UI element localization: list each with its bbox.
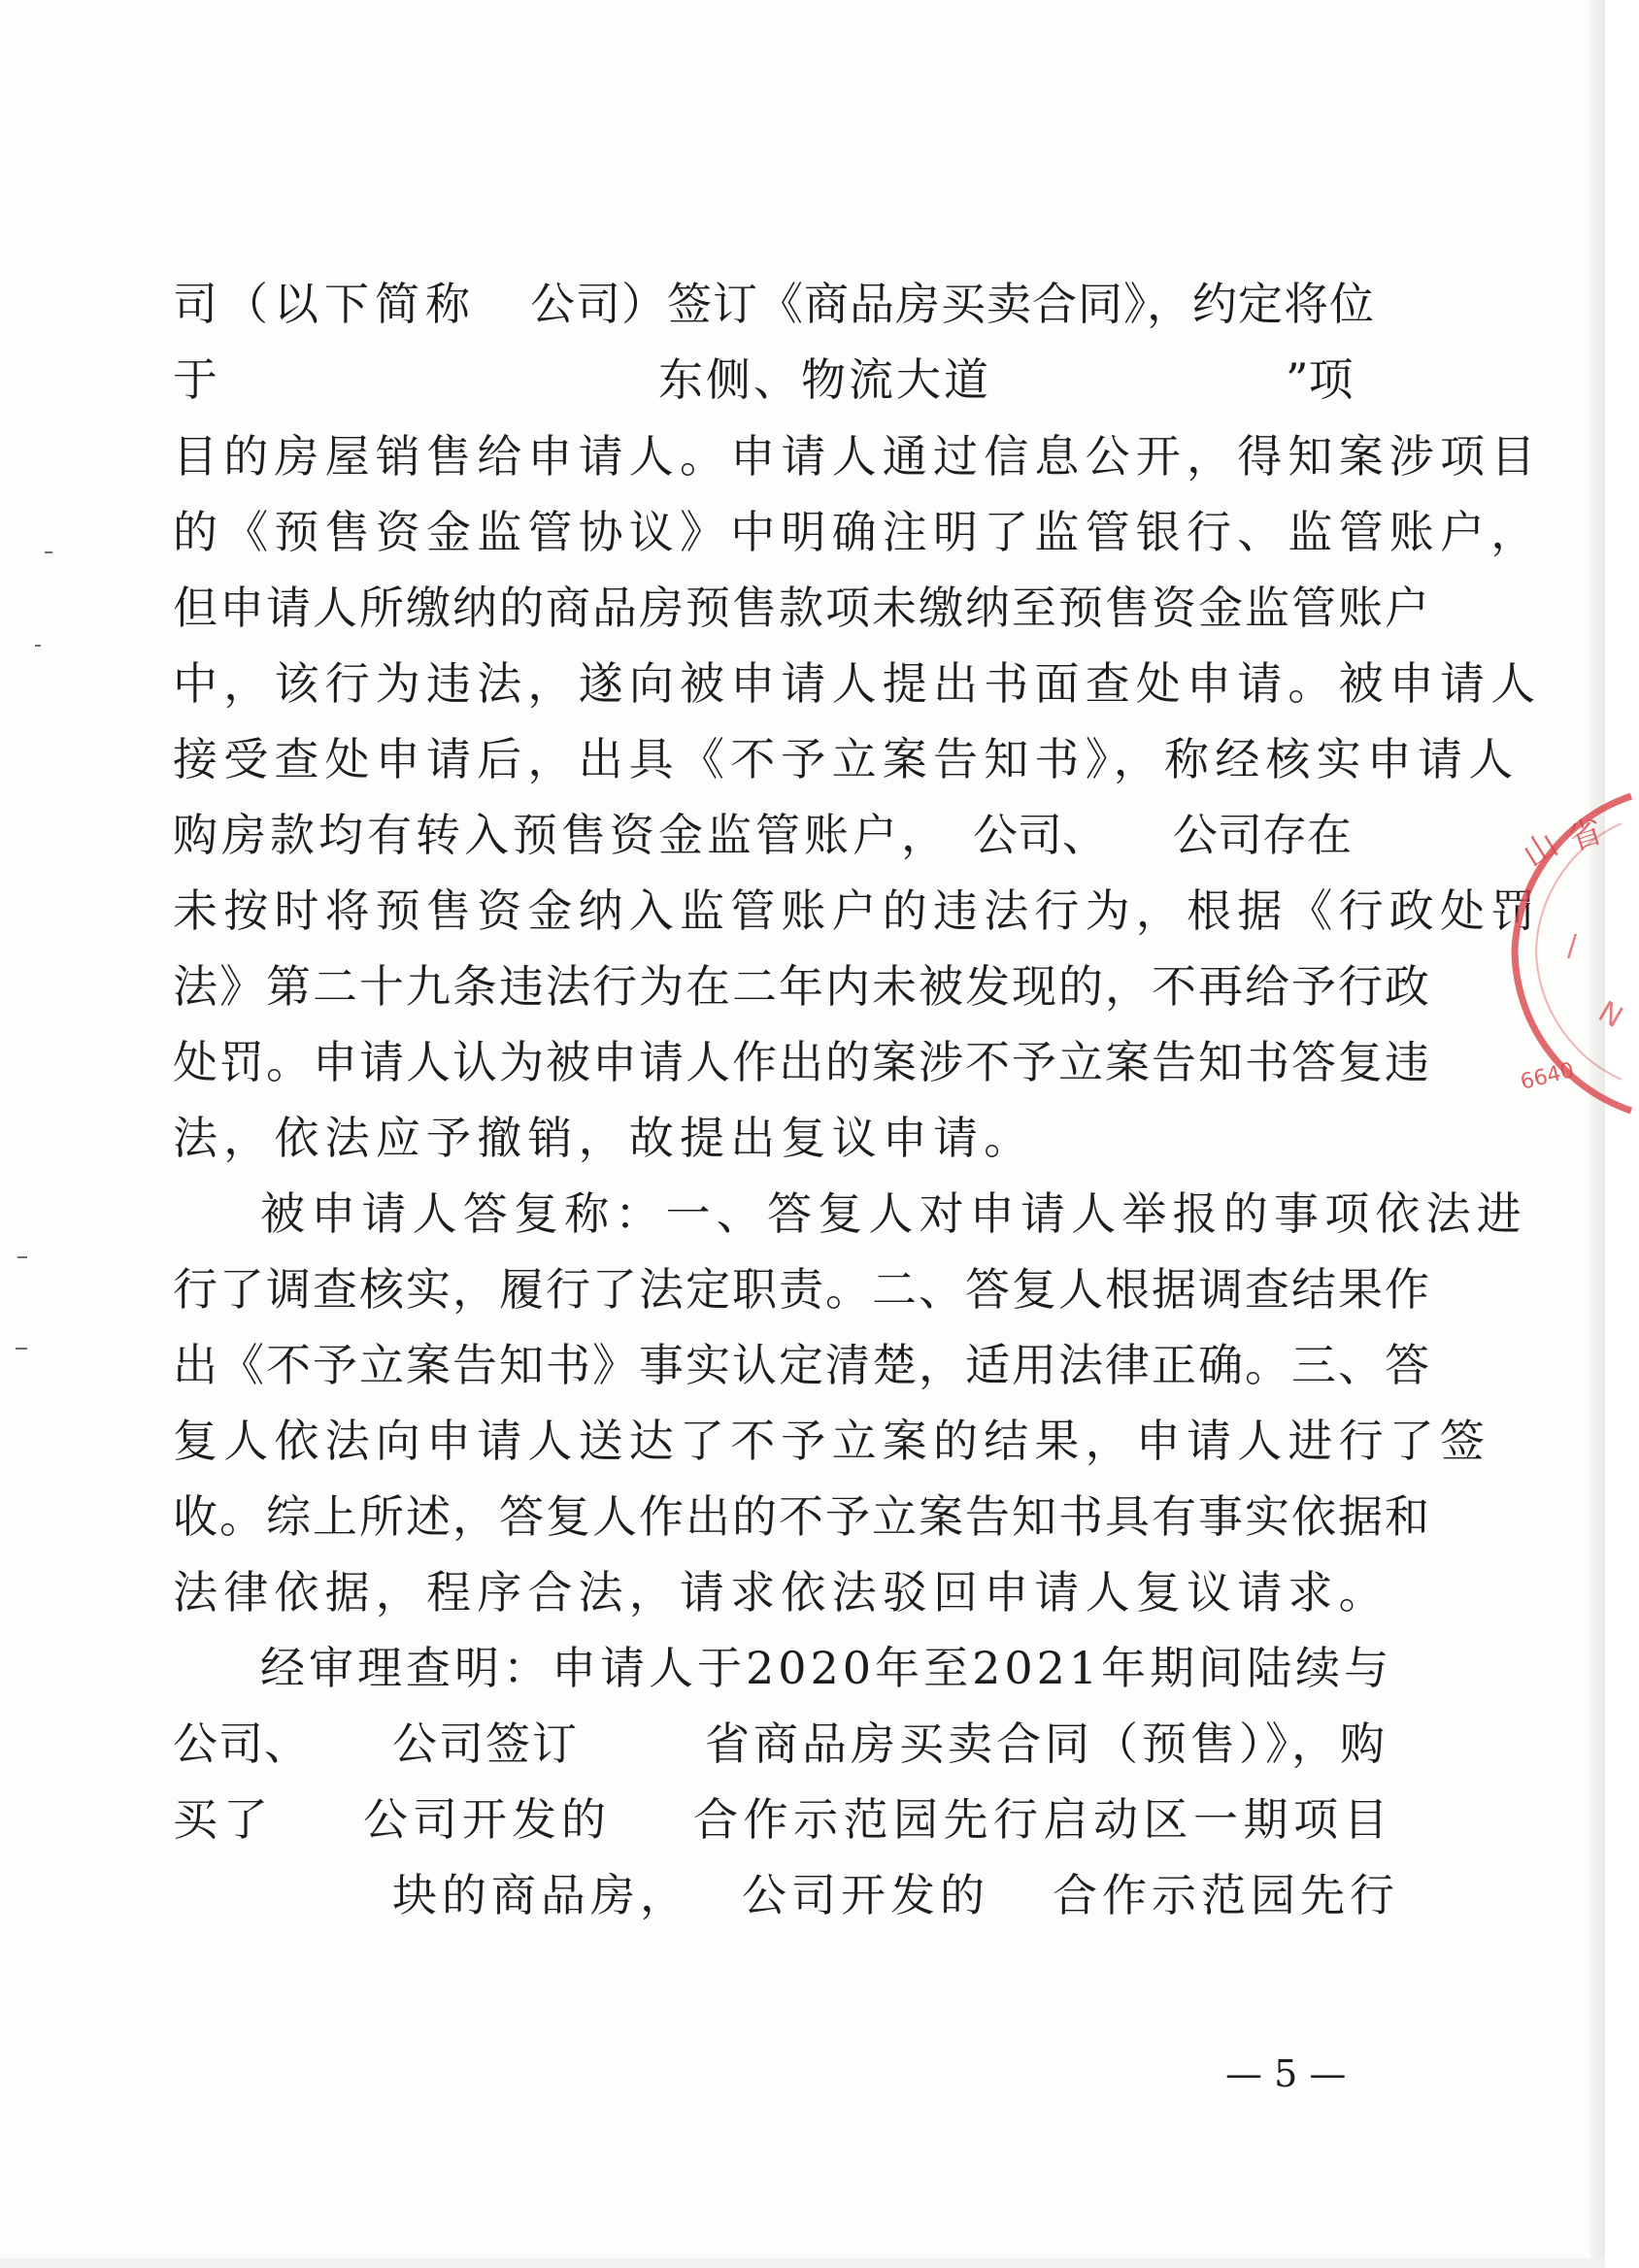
text-segment: 但申请人所缴纳的商品房预售款项未缴纳至预售资金监管账户 (173, 582, 1431, 634)
text-segment: 法》第二十九条违法行为在二年内未被发现的，不再给予行政 (173, 960, 1431, 1013)
text-line (173, 506, 1542, 560)
text-segment: 公司开发的 (363, 1793, 611, 1846)
text-segment: 目的房屋销售给申请人。申请人通过信息公开，得知案涉项目 (173, 430, 1542, 483)
text-line (260, 1642, 1393, 1696)
text-segment: 处罚。申请人认为被申请人作出的案涉不予立案告知书答复违 (173, 1036, 1431, 1088)
text-segment: 经审理查明：申请人于2020年至2021年期间陆续与 (260, 1642, 1393, 1694)
text-segment: 出《不予立案告知书》事实认定清楚，适用法律正确。三、答 (173, 1339, 1431, 1391)
text-segment: 收。综上所述，答复人作出的不予立案告知书具有事实依据和 (173, 1490, 1431, 1543)
svg-text:省: 省 (1563, 812, 1608, 859)
scan-mark (17, 1256, 27, 1258)
text-segment: 公司、 (173, 1718, 310, 1770)
text-segment: 的《预售资金监管协议》中明确注明了监管银行、监管账户， (173, 506, 1542, 558)
text-line (173, 1490, 1431, 1545)
text-segment: 接受查处申请后，出具《不予立案告知书》，称经核实申请人 (173, 733, 1520, 785)
text-line (173, 809, 1367, 863)
text-line (173, 1869, 1399, 1923)
text-line (173, 657, 1542, 712)
text-segment: 行了调查核实，履行了法定职责。二、答复人根据调查结果作 (173, 1263, 1431, 1316)
text-segment: 东侧、物流大道 (658, 353, 991, 406)
page-number: — 5 — (1225, 2052, 1347, 2095)
svg-text:6640: 6640 (1518, 1058, 1577, 1095)
text-line (173, 353, 1367, 408)
text-line (173, 884, 1542, 939)
text-line (173, 1339, 1431, 1393)
scan-mark (45, 551, 52, 553)
text-segment: 块的商品房， (392, 1869, 689, 1921)
scan-page-edge (1589, 0, 1605, 2268)
text-segment: ”项 (1286, 353, 1354, 406)
text-segment: 公司开发的 (742, 1869, 989, 1921)
scan-page-bottom-edge (0, 2258, 1605, 2268)
text-line (173, 1036, 1431, 1090)
text-segment: 省商品房买卖合同（预售）》，购 (705, 1718, 1388, 1770)
text-segment: 法律依据，程序合法，请求依法驳回申请人复议请求。 (173, 1566, 1389, 1618)
text-line (173, 278, 1375, 332)
text-segment: 公司）签订《商品房买卖合同》，约定将位 (530, 278, 1375, 330)
text-line (173, 582, 1431, 636)
scan-mark (16, 1348, 27, 1350)
official-seal-icon (1493, 784, 1639, 1134)
text-line (260, 1187, 1527, 1242)
svg-text:N: N (1592, 994, 1628, 1036)
text-segment: 买了 (173, 1793, 274, 1846)
text-segment: 购房款均有转入预售资金监管账户， (173, 809, 950, 861)
text-line (173, 1718, 1388, 1772)
text-segment: 公司存在 (1173, 809, 1352, 861)
text-segment: 司（以下简称 (173, 278, 476, 330)
text-segment: 合作示范园先行 (1053, 1869, 1399, 1921)
svg-text:山: 山 (1516, 824, 1565, 876)
text-segment: 合作示范园先行启动区一期项目 (693, 1793, 1393, 1846)
text-segment: 中，该行为违法，遂向被申请人提出书面查处申请。被申请人 (173, 657, 1542, 710)
text-line (173, 1415, 1491, 1469)
text-line (173, 960, 1431, 1015)
text-segment: 复人依法向申请人送达了不予立案的结果，申请人进行了签 (173, 1415, 1491, 1467)
scan-mark (35, 645, 41, 647)
text-segment: 于 (173, 353, 217, 406)
text-line (173, 1112, 1367, 1166)
svg-text:/: / (1567, 929, 1578, 963)
text-line (173, 430, 1542, 484)
text-segment: 公司签订 (392, 1718, 579, 1770)
text-segment: 未按时将预售资金纳入监管账户的违法行为，根据《行政处罚 (173, 884, 1542, 937)
text-segment: 公司、 (973, 809, 1107, 861)
text-line (173, 1263, 1431, 1317)
text-segment: 被申请人答复称：一、答复人对申请人举报的事项依法进 (260, 1187, 1527, 1240)
text-segment: 法，依法应予撤销，故提出复议申请。 (173, 1112, 1035, 1164)
text-line (173, 1793, 1393, 1848)
text-line (173, 733, 1520, 787)
text-line (173, 1566, 1389, 1620)
